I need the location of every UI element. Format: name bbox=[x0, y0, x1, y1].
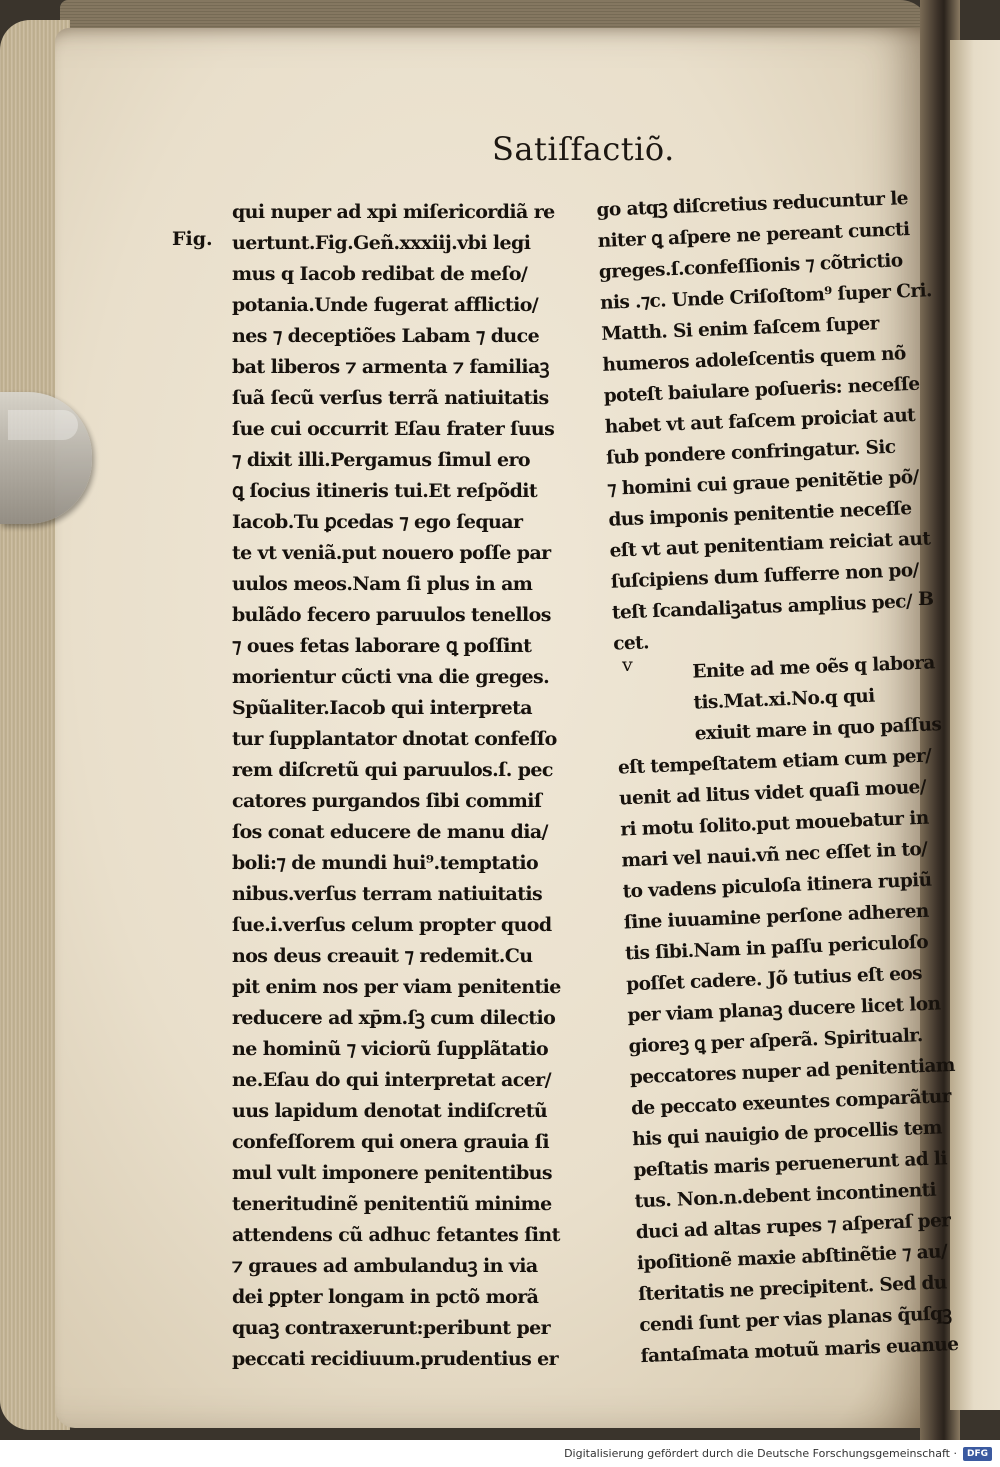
text-line: ſue cui occurrit Eſau frater ſuus bbox=[232, 418, 555, 440]
text-line: Iacob.Tu ꝑcedas ⁊ ego ſequar bbox=[232, 511, 523, 533]
text-line: uus lapidum denotat indiſcretũ bbox=[232, 1100, 548, 1122]
footer-credit: Digitalisierung gefördert durch die Deutsche Forschungsgemeinschaft · bbox=[564, 1447, 957, 1460]
text-line: ri motu ſolito.put mouebatur in bbox=[619, 807, 929, 841]
text-line: exiuit mare in quo paſſus bbox=[694, 714, 942, 745]
text-line: tus. Non.n.debent incontinenti bbox=[634, 1179, 937, 1213]
text-line: nes ⁊ deceptiões Labam ⁊ duce bbox=[232, 325, 540, 347]
text-line: mul vult imponere penitentibus bbox=[232, 1162, 552, 1184]
text-line: Spũaliter.Iacob qui interpreta bbox=[232, 697, 532, 719]
text-line: tis.Mat.xi.No.q qui bbox=[693, 685, 875, 714]
text-line: greges.ſ.confeſſionis ⁊ cõtrictio bbox=[598, 250, 903, 283]
text-line: fantaſmata motuũ maris euanue bbox=[640, 1333, 959, 1368]
text-line: ſub pondere confringatur. Sic bbox=[605, 436, 896, 469]
text-line: poſſet cadere. Jõ tutius eſt eos bbox=[625, 963, 923, 996]
text-line: attendens cũ adhuc fetantes ſint bbox=[232, 1224, 560, 1246]
text-line: to vadens piculoſa itinera rupiũ bbox=[622, 869, 932, 903]
text-line: teneritudinẽ penitentiũ minime bbox=[232, 1193, 552, 1215]
page-header: Satiſfactiõ. bbox=[492, 130, 675, 168]
text-line: peſtatis maris peruenerunt ad li bbox=[633, 1148, 948, 1182]
text-line: bat liberos ⁊ armenta ⁊ familiaꝫ bbox=[232, 356, 549, 378]
text-line: tur ſupplantator dnotat confeſſo bbox=[232, 728, 557, 750]
text-line: pit enim nos per viam penitentie bbox=[232, 976, 561, 998]
text-line: uulos meos.Nam ſi plus in am bbox=[232, 573, 533, 595]
text-line: morientur cũcti vna die greges. bbox=[232, 666, 550, 688]
text-line: qui nuper ad xpi miſericordiã re bbox=[232, 201, 555, 223]
text-line: eſt vt aut penitentiam reiciat aut bbox=[609, 528, 931, 562]
text-line: nis .⁊c. Unde Criſoſtom⁹ ſuper Cri. bbox=[599, 280, 933, 314]
text-line: mari vel naui.vñ nec eſſet in to/ bbox=[621, 838, 928, 872]
text-line: Matth. Si enim faſcem ſuper bbox=[600, 313, 880, 345]
text-line: Enite ad me oẽs q labora bbox=[691, 652, 936, 683]
text-line: ipoſitionẽ maxie abſtinẽtie ⁊ au/ bbox=[636, 1241, 948, 1275]
text-line: dus imponis penitentie neceſſe bbox=[608, 498, 912, 531]
text-line: ne.Eſau do qui interpretat acer/ bbox=[232, 1069, 551, 1091]
text-line: ſos conat educere de manu dia/ bbox=[232, 821, 548, 843]
margin-note-fig: Fig. bbox=[172, 228, 213, 250]
text-line: peccatores nuper ad penitentiam bbox=[629, 1054, 956, 1089]
text-line: ꝗ ſocius itineris tui.Et reſpõdit bbox=[232, 480, 538, 502]
text-line: ⁊ graues ad ambulanduꝫ in via bbox=[232, 1255, 538, 1277]
text-line: quaꝫ contraxerunt:peribunt per bbox=[232, 1317, 551, 1339]
text-line: eſt tempeſtatem etiam cum per/ bbox=[617, 745, 932, 779]
text-line: bulãdo fecero paruulos tenellos bbox=[232, 604, 551, 626]
text-line: ſteritatis ne precipitent. Sed du bbox=[637, 1272, 948, 1306]
text-line: te vt veniã.put nouero poſſe par bbox=[232, 542, 551, 564]
text-line: ⁊ homini cui graue penitẽtie põ/ bbox=[606, 466, 920, 500]
text-line: his qui nauigio de procellis tem bbox=[631, 1117, 943, 1151]
text-line: cet. bbox=[612, 632, 650, 655]
text-line: reducere ad xp̄m.ſꝫ cum dilectio bbox=[232, 1007, 556, 1029]
text-line: gioreꝫ ꝗ per aſperã. Spiritualr. bbox=[628, 1025, 924, 1058]
text-line: mus q Iacob redibat de meſo/ bbox=[232, 263, 528, 285]
text-line: dei ꝑpter longam in pctõ morã bbox=[232, 1286, 539, 1308]
text-line: rem diſcretũ qui paruulos.ſ. pec bbox=[232, 759, 553, 781]
left-text-column bbox=[232, 197, 582, 1375]
text-line: catores purgandos ſibi commiſ bbox=[232, 790, 542, 812]
text-line: ſine iuuamine perſone adheren bbox=[623, 900, 930, 934]
text-line: niter ꝗ aſpere ne pereant cuncti bbox=[597, 219, 910, 252]
text-line: uertunt.Fig.Geñ.xxxiij.vbi legi bbox=[232, 232, 531, 254]
text-line: ſue.i.verſus celum propter quod bbox=[232, 914, 552, 936]
text-line: confeſſorem qui onera grauia ſi bbox=[232, 1131, 549, 1153]
text-line: ⁊ oues fetas laborare ꝗ poſſint bbox=[232, 635, 532, 657]
text-line: go atqꝫ diſcretius reducuntur le bbox=[596, 188, 909, 221]
text-line: poteſt baiulare poſueris: neceſſe bbox=[603, 373, 920, 407]
text-line: duci ad altas rupes ⁊ aſperaſ per bbox=[635, 1210, 951, 1244]
right-text-column bbox=[596, 182, 991, 1373]
text-line: per viam planaꝫ ducere licet lon bbox=[627, 993, 941, 1027]
text-line: de peccato exeuntes comparãtur bbox=[630, 1086, 952, 1120]
footer-bar bbox=[0, 1440, 1000, 1467]
dfg-logo: DFG bbox=[963, 1447, 992, 1461]
text-line: habet vt aut faſcem proiciat aut bbox=[604, 404, 916, 438]
text-line: uenit ad litus videt quaſi moue/ bbox=[618, 776, 927, 810]
text-line: nos deus creauit ⁊ redemit.Cu bbox=[232, 945, 533, 967]
text-line: tis ſibi.Nam in paſſu periculoſo bbox=[624, 931, 929, 965]
text-line: potania.Unde fugerat afflictio/ bbox=[232, 294, 539, 316]
text-line: cendi ſunt per vias planas q̃uſqꝫ bbox=[639, 1303, 952, 1337]
text-line: peccati recidiuum.prudentius er bbox=[232, 1348, 559, 1370]
side-letter-b: B bbox=[918, 588, 935, 610]
text-line: nibus.verſus terram natiuitatis bbox=[232, 883, 543, 905]
text-line: humeros adoleſcentis quem nõ bbox=[602, 343, 907, 376]
text-line: boli:⁊ de mundi hui⁹.temptatio bbox=[232, 852, 539, 874]
text-line: ſuã ſecũ verſus terrã natiuitatis bbox=[232, 387, 549, 409]
text-line: ne hominũ ⁊ viciorũ ſupplãtatio bbox=[232, 1038, 549, 1060]
text-line: ſuſcipiens dum ſufferre non po/ bbox=[610, 559, 920, 593]
text-line: ⁊ dixit illi.Pergamus ſimul ero bbox=[232, 449, 530, 471]
section-marker: v bbox=[622, 654, 633, 676]
text-line: teſt ſcandaliꝫatus amplius pec/ bbox=[611, 591, 913, 624]
